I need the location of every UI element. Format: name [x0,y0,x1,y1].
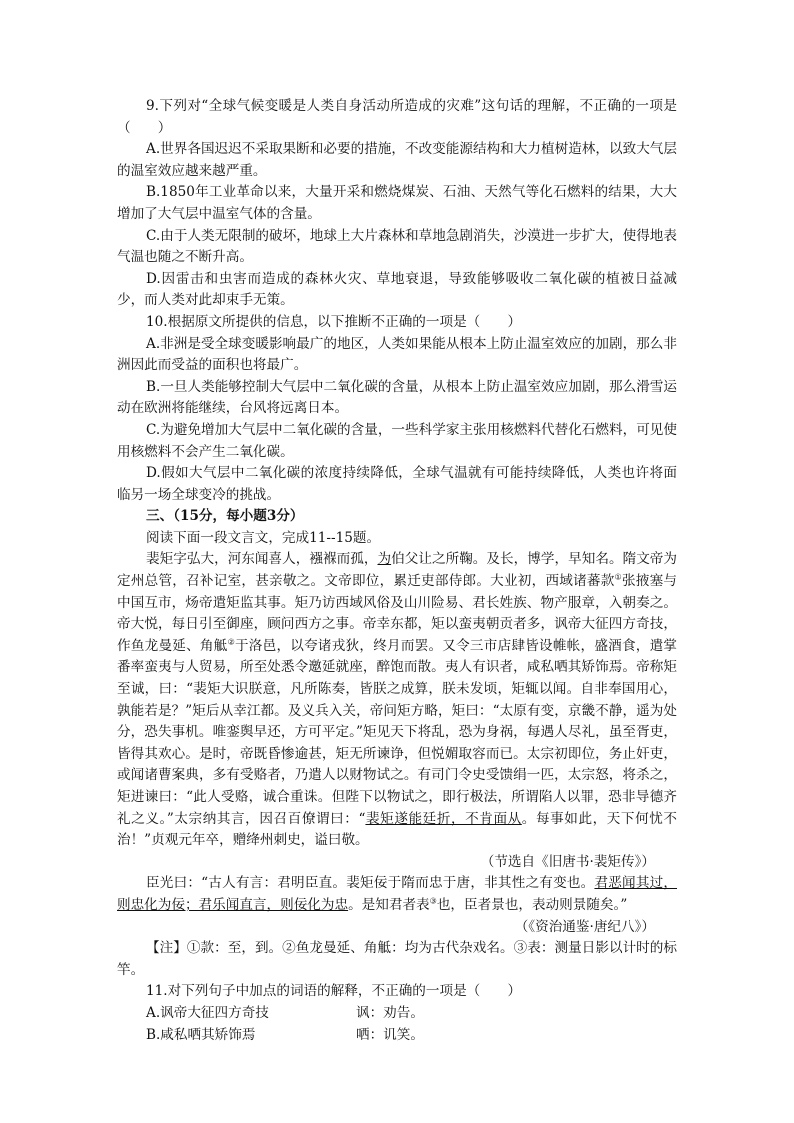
source-citation: （节选自《旧唐书·裴矩传》） [480,853,655,870]
exam-page [117,96,677,1046]
passage-text: 张掖塞与中国互市，炀帝遣矩监其事。矩乃访西域风俗及山川险易、君长姓族、物产服章，入朝奏之。帝大悦，每日引至御座，顾问西方之事。帝幸东都，矩以蛮夷朝贡者多，讽帝大征四方奇技，作鱼龙曼延、角觝 [117,573,678,654]
q11-option-b [117,1025,677,1047]
option-gloss: 讽：劝告。 [356,1004,424,1021]
passage-text: 裴矩字弘大，河东闻喜人，襁褓而孤， [146,551,378,568]
q10-stem: 10.根据原文所提供的信息，以下推断不正确的一项是（ ） [146,313,522,330]
passage-text: 臣光曰：“古人有言：君明臣直。裴矩佞于隋而忠于唐，非其性之有变也。 [146,875,595,892]
q9-option-b: B.1850年工业革命以来，大量开采和燃烧煤炭、石油、天然气等化石燃料的结果，大大增加了大气层中温室气体的含量。 [117,184,677,222]
source-citation: （《资治通鉴·唐纪八》） [514,918,655,935]
passage-text: 也，臣者景也，表动则景随矣。” [436,896,628,913]
q9-option-a: A.世界各国迟迟不采取果断和必要的措施，不改变能源结构和大力植树造林，以致大气层的温室效应越来越严重。 [117,141,677,179]
note-marker: ① [614,572,622,582]
passage-text: 伯父让之所鞠。及长，博学，早知名。隋文帝为定州总管，召补记室，甚亲敬之。文帝即位，累迁吏部侍郎。大业初，西域诸蕃款 [117,551,678,590]
section-instruction: 阅读下面一段文言文，完成11--15题。 [146,529,381,546]
notes [117,938,677,981]
q11-stem: 11.对下列句子中加点的词语的解释，不正确的一项是（ ） [146,983,522,1000]
q10-option-d: D.假如大气层中二氧化碳的浓度持续降低，全球气温就有可能持续降低，人类也许将面临另一场全球变冷的挑战。 [117,465,677,503]
underlined-sentence: 裴矩遂能廷折，不肯面从 [365,810,522,827]
passage-paragraph-2 [117,873,677,916]
notes-text: ①款：至，到。②鱼龙曼延、角觝：均为古代杂戏名。③表：测量日影以计时的标竿。 [117,940,678,978]
q9-stem: 9.下列对“全球气候变暖是人类自身活动所造成的灾难”这句话的理解，不正确的一项是（ ） [117,98,677,136]
passage-text: 。是知君者表 [348,896,430,913]
q9-option-d: D.因雷击和虫害而造成的森林火灾、草地衰退，导致能够吸收二氧化碳的植被日益减少，而人类对此却束手无策。 [117,270,677,309]
passage-text: 于洛邑，以夸诸戎狄，终月而罢。又令三市店肆皆设帷帐，盛酒食，遣掌番率蛮夷与人贸易，所至处悉令邀延就座，醉饱而散。夷人有识者，咸私哂其矫饰焉。帝称矩至诚，曰：“裴矩大识朕意，凡所陈奏，皆朕之成算，朕未发顷，矩辄以闻。自非奉国用心，孰能若是？”矩后从幸江都。及义兵入关，帝问矩方略，矩曰：“太原有变，京畿不静，遥为处分，恐失事机。唯銮舆早还，方可平定。”矩见天下将乱，恐为身祸，每遇人尽礼，虽至胥吏，皆得其欢心。是时，帝既昏惨逾甚，矩无所谏诤，但悦媚取容而已。太宗初即位，务止奸吏，或闻诸曹案典，多有受赂者，乃遣人以财物试之。有司门令史受馈绢一匹，太宗怒，将杀之，矩进谏曰：“此人受赂，诚合重诛。但陛下以物试之，即行极法，所谓陷人以罪，恐非导德齐礼之义。”太宗纳其言，因召百僚谓曰：“ [117,637,678,827]
marked-word: 为 [377,551,392,568]
passage-text: 。每事如此，天下何忧不治！”贞观元年卒，赠绛州刺史，谥曰敬。 [117,810,678,849]
option-gloss: 哂：讥笑。 [356,1026,424,1043]
q10-option-a: A.非洲是受全球变暖影响最广的地区，人类如果能从根本上防止温室效应的加剧，那么非洲因此而受益的面积也将最广。 [117,335,677,374]
section-heading: 三、（15分，每小题3分） [146,508,304,525]
option-sentence: B.咸私哂其矫饰焉 [146,1026,256,1043]
note-marker: ② [227,637,235,647]
note-marker: ③ [429,896,437,906]
notes-label: 【注】 [146,940,187,957]
underlined-sentence: 君恶闻其过，则忠化为佞；君乐闻直言，则佞化为忠 [117,875,678,913]
passage-paragraph-1 [117,549,677,851]
q11-option-a [117,1003,677,1025]
q9-option-c: C.由于人类无限制的破坏，地球上大片森林和草地急剧消失，沙漠进一步扩大，使得地表气温也随之不断升高。 [117,227,677,266]
q10-option-b: B.一旦人类能够控制大气层中二氧化碳的含量，从根本上防止温室效应加剧，那么滑雪运动在欧洲将能继续，台风将远离日本。 [117,378,677,417]
q10-option-c: C.为避免增加大气层中二氧化碳的含量，一些科学家主张用核燃料代替化石燃料，可见使用核燃料不会产生二氧化碳。 [117,421,677,460]
option-sentence: A.讽帝大征四方奇技 [146,1004,269,1021]
